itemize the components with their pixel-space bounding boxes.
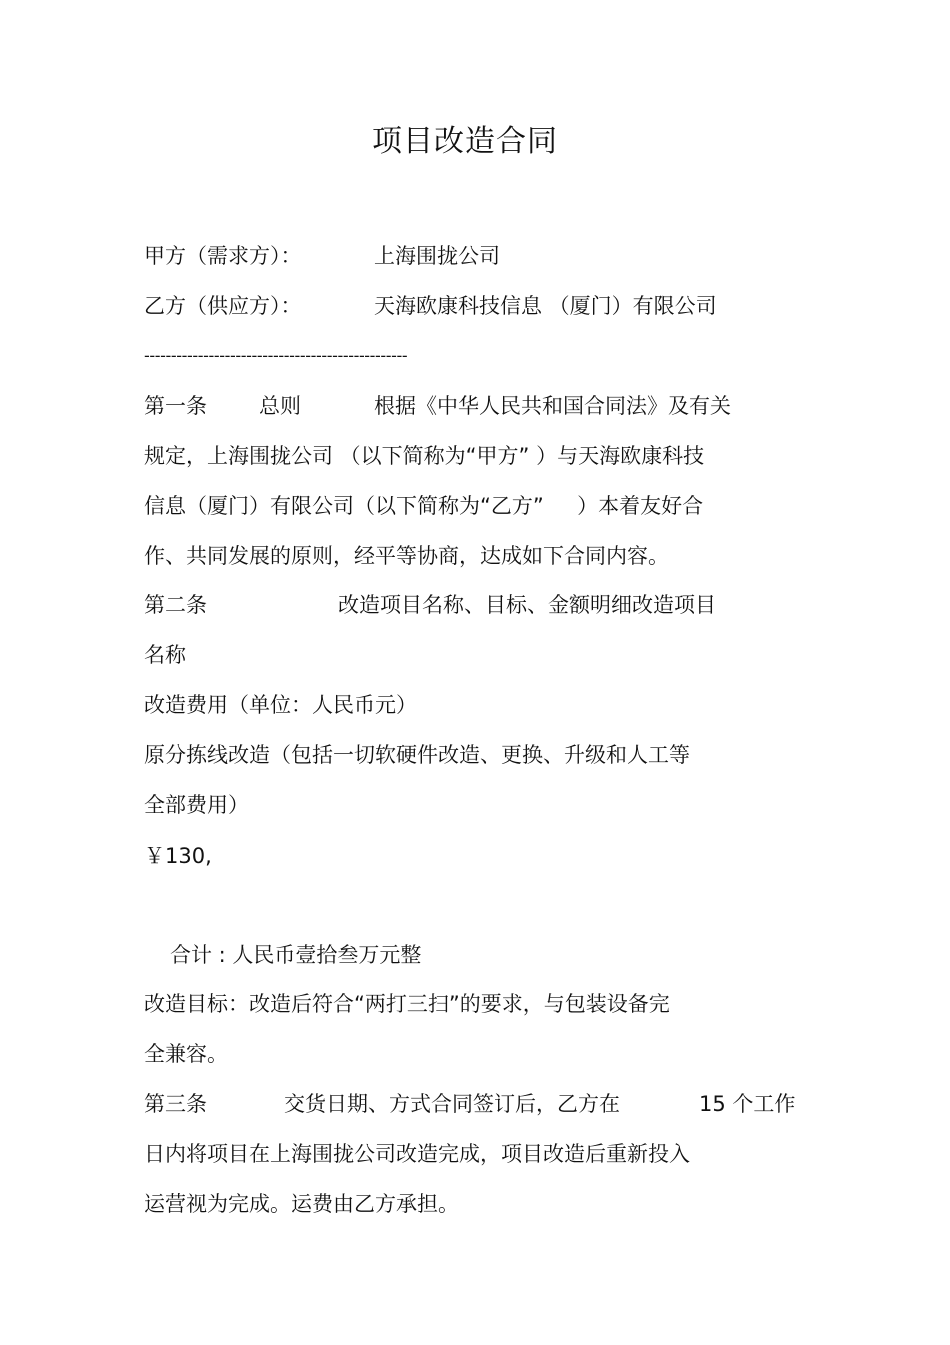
article-1-title: 总则 <box>259 394 301 418</box>
article-2-line-3: 改造费用（单位：人民币元） <box>144 693 417 717</box>
article-1-text: 根据《中华人民共和国合同法》及有关 <box>374 394 731 418</box>
party-a-label: 甲方（需求方）： <box>144 244 302 268</box>
article-2-line-4: 原分拣线改造（包括一切软硬件改造、更换、升级和人工等 <box>144 743 690 767</box>
article-1-line-3: 信息（厦门）有限公司（以下简称为“乙方” ）本着友好合 <box>144 494 704 518</box>
article-3-text: 交货日期、方式合同签订后，乙方在 <box>284 1092 620 1116</box>
party-b-name: 天海欧康科技信息 （厦门）有限公司 <box>374 294 717 318</box>
article-1-line-4: 作、共同发展的原则，经平等协商，达成如下合同内容。 <box>144 544 669 568</box>
article-3-label: 第三条 <box>144 1092 207 1116</box>
article-3-days: 15 个工作 <box>699 1092 796 1116</box>
article-2-goal-line-2: 全兼容。 <box>144 1042 228 1066</box>
article-2-total: 合计 : 人民币壹拾叁万元整 <box>170 943 422 967</box>
article-1-label: 第一条 <box>144 394 207 418</box>
article-2-label: 第二条 <box>144 593 207 617</box>
document-title: 项目改造合同 <box>372 124 558 159</box>
article-3-line-3: 运营视为完成。运费由乙方承担。 <box>144 1192 459 1216</box>
article-1-line-2: 规定，上海围拢公司 （以下简称为“甲方” ）与天海欧康科技 <box>144 444 705 468</box>
article-2-amount: ￥130, <box>144 844 212 868</box>
article-2-line-2: 名称 <box>144 643 186 667</box>
party-b-label: 乙方（供应方）： <box>144 294 302 318</box>
article-2-goal-line-1: 改造目标：改造后符合“两打三扫”的要求，与包装设备完 <box>144 992 670 1016</box>
article-2-title: 改造项目名称、目标、金额明细改造项目 <box>338 593 716 617</box>
party-a-name: 上海围拢公司 <box>374 244 500 268</box>
separator-line: ------------------------------------------------- <box>144 346 408 365</box>
article-2-line-5: 全部费用） <box>144 793 249 817</box>
article-3-line-2: 日内将项目在上海围拢公司改造完成，项目改造后重新投入 <box>144 1142 690 1166</box>
